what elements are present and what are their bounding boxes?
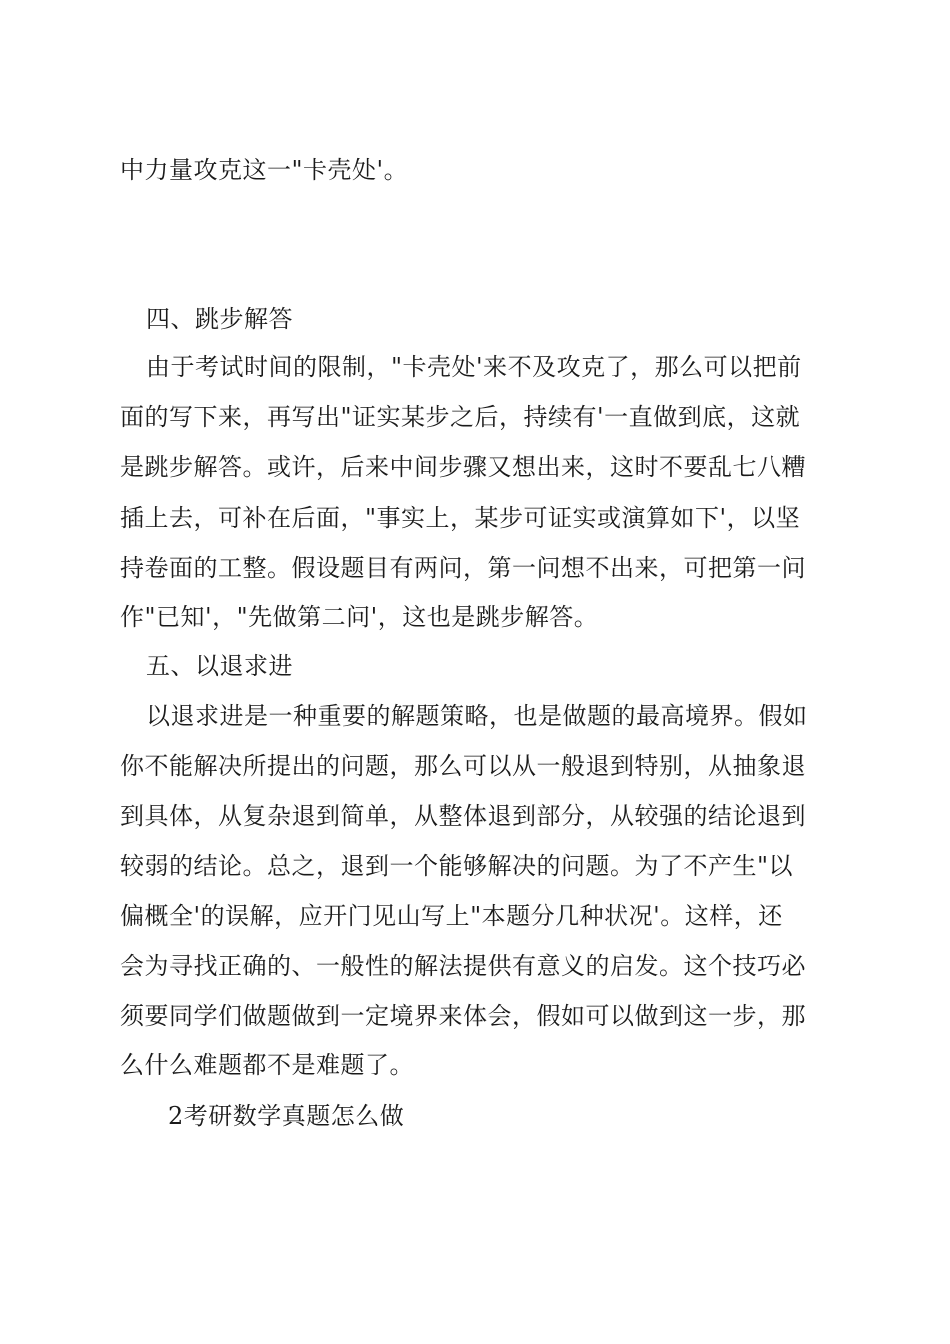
paragraph-line: 到具体，从复杂退到简单，从整体退到部分，从较强的结论退到 — [120, 802, 806, 830]
paragraph-line: 你不能解决所提出的问题，那么可以从一般退到特别，从抽象退 — [120, 752, 806, 780]
paragraph-line: 会为寻找正确的、一般性的解法提供有意义的启发。这个技巧必 — [120, 952, 806, 980]
paragraph-line: 么什么难题都不是难题了。 — [120, 1051, 414, 1079]
section-heading: 2考研数学真题怎么做 — [168, 1102, 405, 1130]
paragraph-line: 偏概全'的误解，应开门见山写上"本题分几种状况'。这样，还 — [120, 902, 783, 930]
paragraph-line: 面的写下来，再写出"证实某步之后，持续有'一直做到底，这就 — [120, 403, 801, 431]
paragraph-line: 作"已知'，"先做第二问'，这也是跳步解答。 — [120, 603, 599, 631]
paragraph-line: 持卷面的工整。假设题目有两问，第一问想不出来，可把第一问 — [120, 554, 806, 582]
paragraph-line: 较弱的结论。总之，退到一个能够解决的问题。为了不产生"以 — [120, 852, 794, 880]
paragraph-line: 中力量攻克这一"卡壳处'。 — [120, 156, 409, 184]
section-heading: 四、跳步解答 — [146, 305, 293, 333]
paragraph-line: 是跳步解答。或许，后来中间步骤又想出来，这时不要乱七八糟 — [120, 453, 806, 481]
paragraph-line: 由于考试时间的限制，"卡壳处'来不及攻克了，那么可以把前 — [146, 353, 802, 381]
section-heading: 五、以退求进 — [146, 652, 293, 680]
paragraph-line: 插上去，可补在后面，"事实上，某步可证实或演算如下'，以坚 — [120, 504, 801, 532]
paragraph-line: 须要同学们做题做到一定境界来体会，假如可以做到这一步，那 — [120, 1002, 806, 1030]
paragraph-line: 以退求进是一种重要的解题策略，也是做题的最高境界。假如 — [146, 702, 808, 730]
